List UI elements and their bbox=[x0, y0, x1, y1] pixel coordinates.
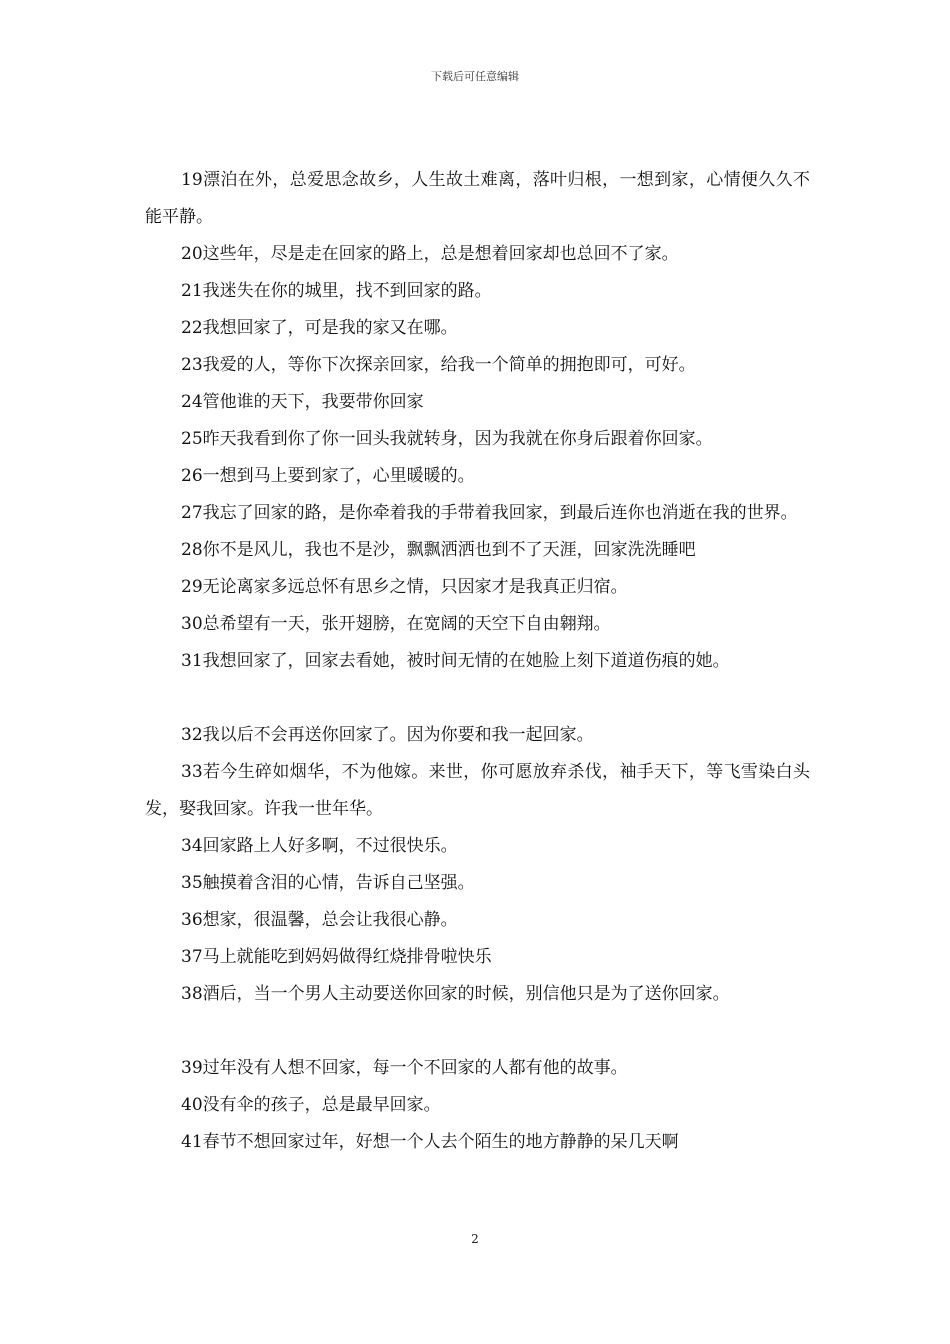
paragraph-40: 40没有伞的孩子，总是最早回家。 bbox=[181, 1095, 441, 1115]
document-body bbox=[145, 162, 810, 1161]
paragraph-34: 34回家路上人好多啊，不过很快乐。 bbox=[181, 836, 458, 856]
paragraph-20: 20这些年，尽是走在回家的路上，总是想着回家却也总回不了家。 bbox=[181, 244, 679, 264]
paragraph-36: 36想家，很温馨，总会让我很心静。 bbox=[181, 910, 458, 930]
paragraph-22: 22我想回家了，可是我的家又在哪。 bbox=[181, 318, 458, 338]
paragraph-39: 39过年没有人想不回家，每一个不回家的人都有他的故事。 bbox=[181, 1058, 628, 1078]
paragraph-35: 35触摸着含泪的心情，告诉自己坚强。 bbox=[181, 873, 475, 893]
paragraph-26: 26一想到马上要到家了，心里暖暖的。 bbox=[181, 466, 475, 486]
paragraph-31: 31我想回家了，回家去看她，被时间无情的在她脸上刻下道道伤痕的她。 bbox=[181, 651, 730, 671]
paragraph-32: 32我以后不会再送你回家了。因为你要和我一起回家。 bbox=[181, 725, 594, 745]
paragraph-28: 28你不是风儿，我也不是沙，飘飘洒洒也到不了天涯，回家洗洗睡吧 bbox=[181, 540, 696, 560]
paragraph-21: 21我迷失在你的城里，找不到回家的路。 bbox=[181, 281, 492, 301]
paragraph-41: 41春节不想回家过年，好想一个人去个陌生的地方静静的呆几天啊 bbox=[181, 1132, 679, 1152]
blank-line bbox=[145, 680, 810, 717]
paragraph-23: 23我爱的人，等你下次探亲回家，给我一个简单的拥抱即可，可好。 bbox=[181, 355, 696, 375]
page-header: 下载后可任意编辑 bbox=[431, 70, 519, 83]
paragraph-37: 37马上就能吃到妈妈做得红烧排骨啦快乐 bbox=[181, 947, 492, 967]
paragraph-30: 30总希望有一天，张开翅膀，在宽阔的天空下自由翱翔。 bbox=[181, 614, 611, 634]
blank-line bbox=[145, 1013, 810, 1050]
paragraph-19: 19漂泊在外，总爱思念故乡，人生故土难离，落叶归根，一想到家，心情便久久不能平静。 bbox=[145, 170, 810, 227]
paragraph-33: 33若今生碎如烟华，不为他嫁。来世，你可愿放弃杀伐，袖手天下，等飞雪染白头发，娶我回家。许我一世年华。 bbox=[145, 762, 810, 819]
page-number: 2 bbox=[471, 1232, 479, 1246]
paragraph-27: 27我忘了回家的路，是你牵着我的手带着我回家，到最后连你也消逝在我的世界。 bbox=[181, 503, 798, 523]
paragraph-29: 29无论离家多远总怀有思乡之情，只因家才是我真正归宿。 bbox=[181, 577, 628, 597]
paragraph-24: 24管他谁的天下，我要带你回家 bbox=[181, 392, 424, 412]
paragraph-38: 38酒后，当一个男人主动要送你回家的时候，别信他只是为了送你回家。 bbox=[181, 984, 730, 1004]
paragraph-25: 25昨天我看到你了你一回头我就转身，因为我就在你身后跟着你回家。 bbox=[181, 429, 713, 449]
